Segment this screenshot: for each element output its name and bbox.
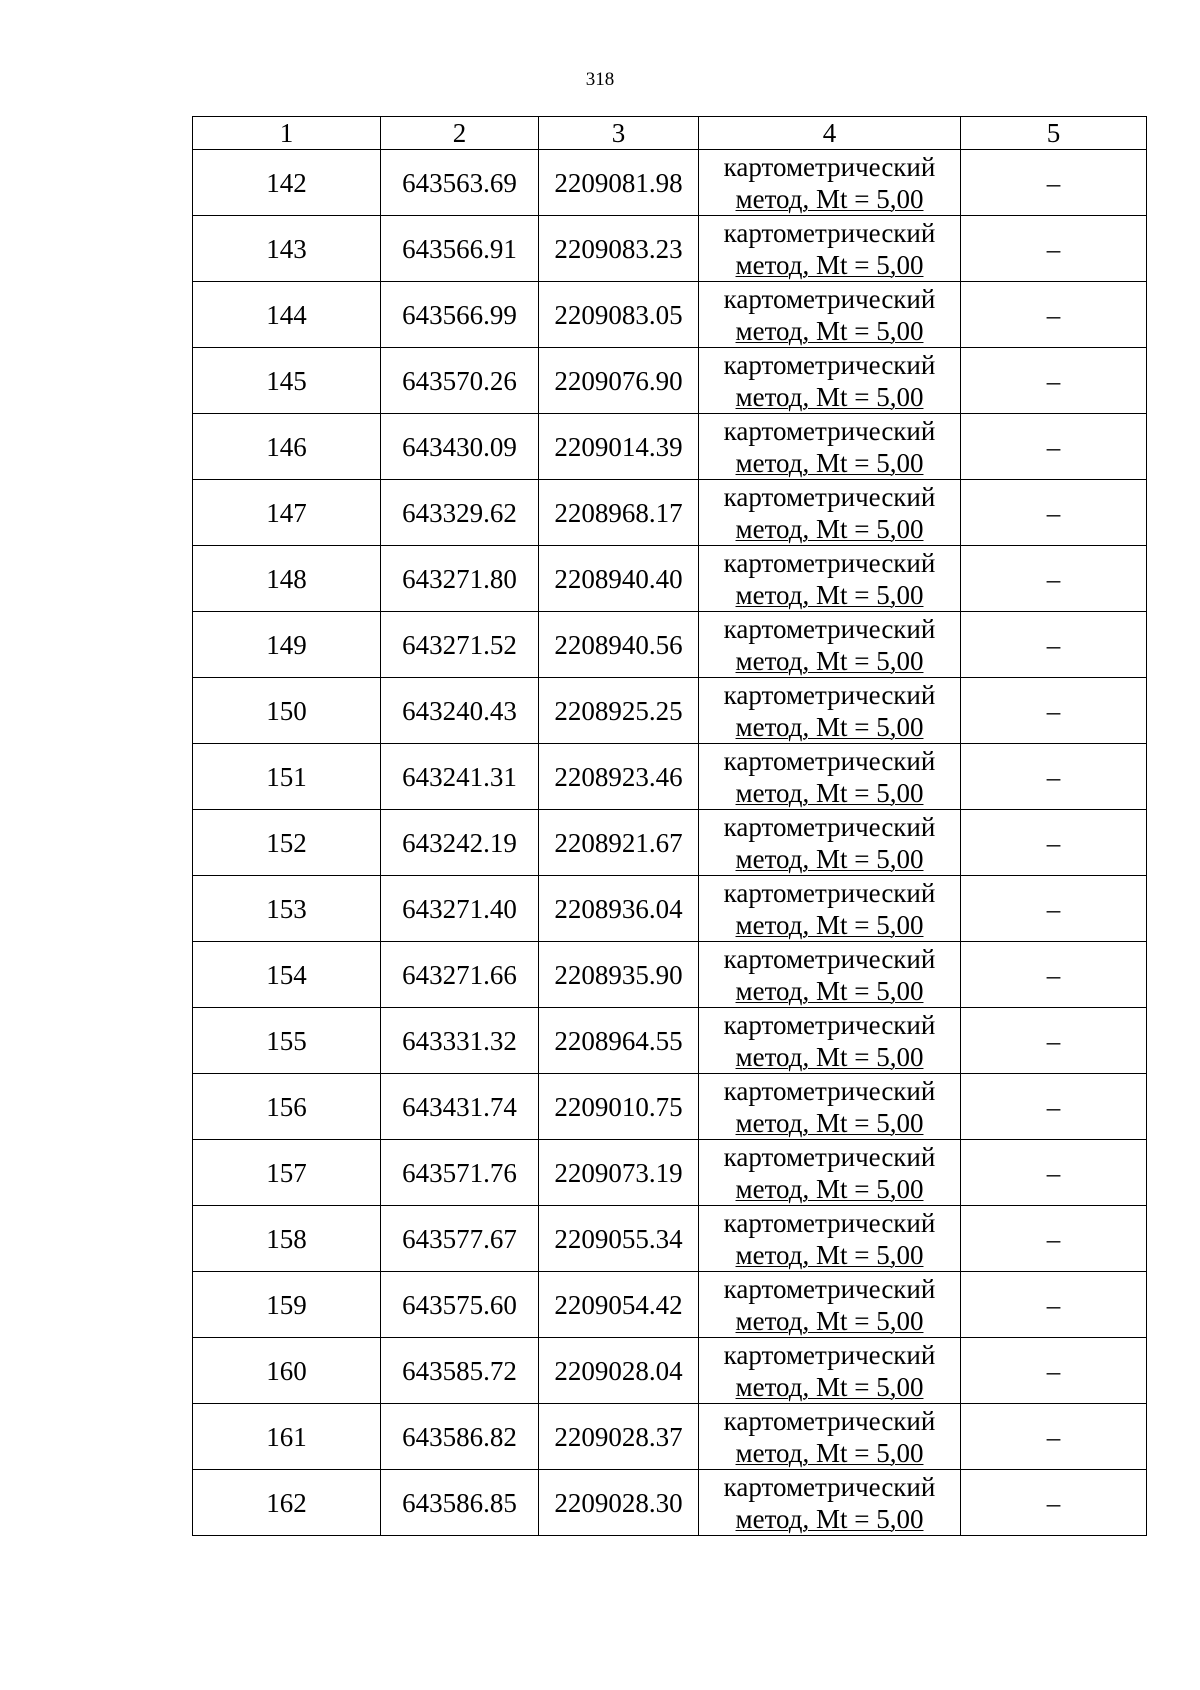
table-row xyxy=(193,480,1147,546)
point-number: 161 xyxy=(193,1404,381,1470)
table-row xyxy=(193,678,1147,744)
method-line-1: картометрический xyxy=(723,745,936,776)
coord-y: 2209083.23 xyxy=(539,216,699,282)
method-line-2: метод, Mt = 5,00 xyxy=(735,1239,924,1270)
col5-value: – xyxy=(961,150,1147,216)
table-header xyxy=(193,117,1147,150)
table-body xyxy=(193,150,1147,1536)
coord-x: 643241.31 xyxy=(381,744,539,810)
coord-y: 2208921.67 xyxy=(539,810,699,876)
method-cell xyxy=(699,348,961,414)
col5-value: – xyxy=(961,1404,1147,1470)
method-line-1: картометрический xyxy=(723,679,936,710)
table-row xyxy=(193,612,1147,678)
coord-y: 2209073.19 xyxy=(539,1140,699,1206)
method-line-1: картометрический xyxy=(723,1207,936,1238)
method-line-1: картометрический xyxy=(723,1075,936,1106)
method-cell xyxy=(699,546,961,612)
method-cell xyxy=(699,1008,961,1074)
point-number: 146 xyxy=(193,414,381,480)
coord-x: 643271.40 xyxy=(381,876,539,942)
coord-x: 643242.19 xyxy=(381,810,539,876)
method-line-1: картометрический xyxy=(723,217,936,248)
col5-value: – xyxy=(961,678,1147,744)
table-row xyxy=(193,876,1147,942)
method-line-2: метод, Mt = 5,00 xyxy=(735,447,924,478)
method-cell xyxy=(699,744,961,810)
method-line-2: метод, Mt = 5,00 xyxy=(735,249,924,280)
method-cell xyxy=(699,1074,961,1140)
table-row xyxy=(193,1470,1147,1536)
point-number: 145 xyxy=(193,348,381,414)
col5-value: – xyxy=(961,1470,1147,1536)
header-col-2: 2 xyxy=(381,117,539,150)
page-number: 318 xyxy=(585,69,615,90)
method-line-1: картометрический xyxy=(723,1141,936,1172)
table-row xyxy=(193,1272,1147,1338)
method-cell xyxy=(699,876,961,942)
col5-value: – xyxy=(961,612,1147,678)
col5-value: – xyxy=(961,1140,1147,1206)
table-row xyxy=(193,1008,1147,1074)
point-number: 151 xyxy=(193,744,381,810)
method-line-1: картометрический xyxy=(723,1273,936,1304)
table-row xyxy=(193,414,1147,480)
method-line-2: метод, Mt = 5,00 xyxy=(735,843,924,874)
method-line-2: метод, Mt = 5,00 xyxy=(735,1371,924,1402)
coord-x: 643563.69 xyxy=(381,150,539,216)
method-line-2: метод, Mt = 5,00 xyxy=(735,1173,924,1204)
coord-x: 643571.76 xyxy=(381,1140,539,1206)
coord-x: 643566.91 xyxy=(381,216,539,282)
method-line-2: метод, Mt = 5,00 xyxy=(735,777,924,808)
col5-value: – xyxy=(961,1338,1147,1404)
table-row xyxy=(193,216,1147,282)
method-cell xyxy=(699,1206,961,1272)
method-cell xyxy=(699,1338,961,1404)
coord-y: 2209028.37 xyxy=(539,1404,699,1470)
table-row xyxy=(193,1140,1147,1206)
coord-x: 643577.67 xyxy=(381,1206,539,1272)
coord-y: 2208964.55 xyxy=(539,1008,699,1074)
coord-y: 2208968.17 xyxy=(539,480,699,546)
coord-x: 643271.66 xyxy=(381,942,539,1008)
point-number: 150 xyxy=(193,678,381,744)
col5-value: – xyxy=(961,1074,1147,1140)
coord-y: 2208936.04 xyxy=(539,876,699,942)
table-row xyxy=(193,1404,1147,1470)
coord-x: 643566.99 xyxy=(381,282,539,348)
method-line-2: метод, Mt = 5,00 xyxy=(735,1107,924,1138)
method-line-2: метод, Mt = 5,00 xyxy=(735,711,924,742)
method-line-2: метод, Mt = 5,00 xyxy=(735,1041,924,1072)
table-row xyxy=(193,1074,1147,1140)
method-line-1: картометрический xyxy=(723,613,936,644)
coord-y: 2209028.04 xyxy=(539,1338,699,1404)
header-col-1: 1 xyxy=(193,117,381,150)
coord-x: 643586.85 xyxy=(381,1470,539,1536)
method-line-1: картометрический xyxy=(723,877,936,908)
col5-value: – xyxy=(961,216,1147,282)
point-number: 160 xyxy=(193,1338,381,1404)
coord-y: 2209054.42 xyxy=(539,1272,699,1338)
method-line-1: картометрический xyxy=(723,547,936,578)
method-line-1: картометрический xyxy=(723,283,936,314)
coord-x: 643271.80 xyxy=(381,546,539,612)
method-cell xyxy=(699,1470,961,1536)
col5-value: – xyxy=(961,1206,1147,1272)
table-row xyxy=(193,810,1147,876)
method-line-1: картометрический xyxy=(723,1471,936,1502)
method-cell xyxy=(699,612,961,678)
col5-value: – xyxy=(961,1272,1147,1338)
coord-y: 2209014.39 xyxy=(539,414,699,480)
table-row xyxy=(193,744,1147,810)
method-line-2: метод, Mt = 5,00 xyxy=(735,513,924,544)
method-line-2: метод, Mt = 5,00 xyxy=(735,1437,924,1468)
coord-y: 2209055.34 xyxy=(539,1206,699,1272)
coord-y: 2209028.30 xyxy=(539,1470,699,1536)
col5-value: – xyxy=(961,282,1147,348)
method-cell xyxy=(699,480,961,546)
coord-x: 643240.43 xyxy=(381,678,539,744)
point-number: 149 xyxy=(193,612,381,678)
method-line-1: картометрический xyxy=(723,415,936,446)
table-row xyxy=(193,1206,1147,1272)
method-cell xyxy=(699,678,961,744)
method-line-1: картометрический xyxy=(723,151,936,182)
col5-value: – xyxy=(961,546,1147,612)
header-col-3: 3 xyxy=(539,117,699,150)
header-row xyxy=(193,117,1147,150)
coord-x: 643271.52 xyxy=(381,612,539,678)
table-row xyxy=(193,150,1147,216)
method-cell xyxy=(699,216,961,282)
method-line-2: метод, Mt = 5,00 xyxy=(735,579,924,610)
method-line-2: метод, Mt = 5,00 xyxy=(735,381,924,412)
coord-x: 643575.60 xyxy=(381,1272,539,1338)
point-number: 156 xyxy=(193,1074,381,1140)
col5-value: – xyxy=(961,480,1147,546)
method-cell xyxy=(699,942,961,1008)
coordinates-table xyxy=(192,116,1147,1536)
coord-x: 643570.26 xyxy=(381,348,539,414)
header-col-4: 4 xyxy=(699,117,961,150)
col5-value: – xyxy=(961,876,1147,942)
method-line-1: картометрический xyxy=(723,481,936,512)
table-row xyxy=(193,282,1147,348)
coord-x: 643430.09 xyxy=(381,414,539,480)
col5-value: – xyxy=(961,744,1147,810)
coord-y: 2208923.46 xyxy=(539,744,699,810)
point-number: 148 xyxy=(193,546,381,612)
coord-y: 2208940.40 xyxy=(539,546,699,612)
method-line-2: метод, Mt = 5,00 xyxy=(735,975,924,1006)
method-line-1: картометрический xyxy=(723,1339,936,1370)
method-line-1: картометрический xyxy=(723,349,936,380)
header-col-5: 5 xyxy=(961,117,1147,150)
point-number: 162 xyxy=(193,1470,381,1536)
method-cell xyxy=(699,810,961,876)
coord-x: 643431.74 xyxy=(381,1074,539,1140)
method-cell xyxy=(699,414,961,480)
point-number: 155 xyxy=(193,1008,381,1074)
coord-x: 643585.72 xyxy=(381,1338,539,1404)
col5-value: – xyxy=(961,414,1147,480)
coord-x: 643329.62 xyxy=(381,480,539,546)
coord-y: 2208940.56 xyxy=(539,612,699,678)
coord-x: 643586.82 xyxy=(381,1404,539,1470)
col5-value: – xyxy=(961,810,1147,876)
col5-value: – xyxy=(961,942,1147,1008)
coord-x: 643331.32 xyxy=(381,1008,539,1074)
coord-y: 2209010.75 xyxy=(539,1074,699,1140)
point-number: 147 xyxy=(193,480,381,546)
method-line-1: картометрический xyxy=(723,1009,936,1040)
method-line-2: метод, Mt = 5,00 xyxy=(735,315,924,346)
col5-value: – xyxy=(961,348,1147,414)
method-cell xyxy=(699,1404,961,1470)
method-cell xyxy=(699,150,961,216)
method-line-1: картометрический xyxy=(723,811,936,842)
point-number: 153 xyxy=(193,876,381,942)
method-line-2: метод, Mt = 5,00 xyxy=(735,1503,924,1534)
method-line-2: метод, Mt = 5,00 xyxy=(735,1305,924,1336)
table-row xyxy=(193,348,1147,414)
coord-y: 2208925.25 xyxy=(539,678,699,744)
method-line-1: картометрический xyxy=(723,943,936,974)
point-number: 143 xyxy=(193,216,381,282)
method-line-2: метод, Mt = 5,00 xyxy=(735,645,924,676)
coord-y: 2208935.90 xyxy=(539,942,699,1008)
coord-y: 2209081.98 xyxy=(539,150,699,216)
method-cell xyxy=(699,1272,961,1338)
coord-y: 2209076.90 xyxy=(539,348,699,414)
method-line-1: картометрический xyxy=(723,1405,936,1436)
point-number: 142 xyxy=(193,150,381,216)
point-number: 157 xyxy=(193,1140,381,1206)
method-line-2: метод, Mt = 5,00 xyxy=(735,183,924,214)
coord-y: 2209083.05 xyxy=(539,282,699,348)
point-number: 154 xyxy=(193,942,381,1008)
table-row xyxy=(193,942,1147,1008)
method-cell xyxy=(699,1140,961,1206)
col5-value: – xyxy=(961,1008,1147,1074)
table-row xyxy=(193,1338,1147,1404)
point-number: 144 xyxy=(193,282,381,348)
method-cell xyxy=(699,282,961,348)
table-row xyxy=(193,546,1147,612)
point-number: 158 xyxy=(193,1206,381,1272)
method-line-2: метод, Mt = 5,00 xyxy=(735,909,924,940)
point-number: 152 xyxy=(193,810,381,876)
point-number: 159 xyxy=(193,1272,381,1338)
